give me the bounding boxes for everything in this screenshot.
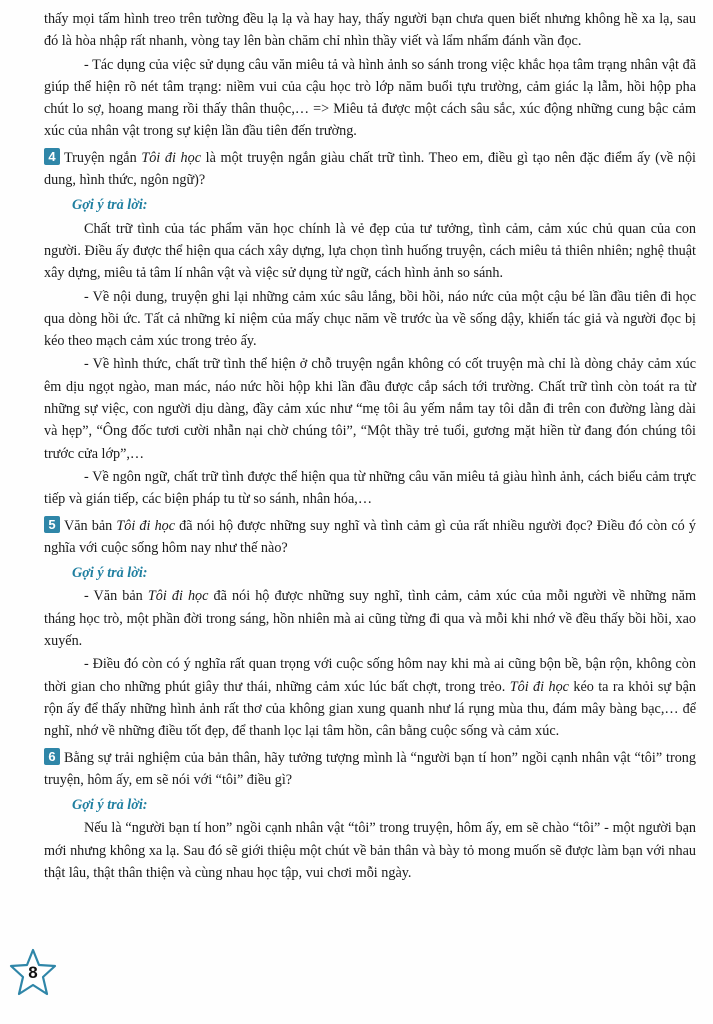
question-text: Văn bản [64, 517, 117, 534]
answer-paragraph: - Về ngôn ngữ, chất trữ tình được thể hiện qua từ những câu văn miêu tả giàu hình ảnh, cách biểu cảm trực tiếp và gián tiếp, các biện pháp tu từ so sánh, nhân hóa,… [44, 468, 696, 508]
work-title: Tôi đi học [141, 149, 202, 166]
paragraph-effect: - Tác dụng của việc sử dụng câu văn miêu tả và hình ảnh so sánh trong việc khắc họa tâm trạng nhân vật đã giúp thể hiện rõ nét tâm trạng: niềm vui của cậu học trò lớp năm buổi tựu trường, cảm giác lạ lẫm, hồi hộp pha chút lo sợ, hoang mang rồi thấy thân thuộc,… => Miêu tả được một cách sâu sắc, xúc động những cung bậc cảm xúc của nhân vật trong sự kiện lần đầu tiên đến trường. [44, 56, 696, 140]
question-number-badge: 4 [44, 148, 60, 165]
answer-paragraph: - Về nội dung, truyện ghi lại những cảm xúc sâu lắng, bồi hồi, náo nức của một cậu bé lần đầu tiên đi học qua dòng hồi ức. Tất cả những kỉ niệm của mấy chục năm về trước ùa về sống dậy, khiến tác giả và người đọc bị kéo theo mạch cảm xúc trong trẻo ấy. [44, 288, 696, 350]
question-4 [44, 147, 696, 192]
page-content [44, 8, 696, 885]
answer-paragraph [44, 585, 696, 652]
answer-paragraph: Nếu là “người bạn tí hon” ngồi cạnh nhân vật “tôi” trong truyện, hôm ấy, em sẽ chào “tôi” - một người bạn mới nhưng không xa lạ. Sau đó sẽ giới thiệu một chút về bản thân và bày tỏ mong muốn sẽ được làm bạn với nhau thật lâu, thật thân thiện và cùng nhau học tập, vui chơi mỗi ngày. [44, 820, 696, 881]
hint-heading: Gợi ý trả lời: [72, 197, 148, 214]
answer-text: - Điều đó còn có ý nghĩa rất quan trọng với cuộc sống hôm nay khi mà ai cũng bộn bề, bận rộn, không còn thời gian cho những phút giây thư thái, những cảm xúc lúc bất chợt, trong trẻo. [44, 656, 696, 695]
answer-paragraph: - Về hình thức, chất trữ tình thể hiện ở chỗ truyện ngắn không có cốt truyện mà chỉ là dòng chảy cảm xúc êm dịu ngọt ngào, man mác, náo nức hồi hộp khi lần đầu được cắp sách tới trường. Chất trữ tình còn toát ra từ những sự việc, con người dịu dàng, đầy cảm xúc như “mẹ tôi âu yếm nắm tay tôi dẫn đi trên con đường làng dài và hẹp”, “Ông đốc tươi cười nhẫn nại chờ chúng tôi”, “Một thầy trẻ tuổi, gương mặt hiền từ đang đón chúng tôi trước cửa lớp”,… [44, 356, 696, 462]
question-text: Bằng sự trải nghiệm của bản thân, hãy tưởng tượng mình là “người bạn tí hon” ngồi cạnh nhân vật “tôi” trong truyện, hôm ấy, em sẽ nói với “tôi” điều gì? [44, 749, 696, 788]
question-6 [44, 747, 696, 792]
question-text: Truyện ngắn [64, 149, 142, 166]
question-number-badge: 6 [44, 748, 60, 765]
hint-heading: Gợi ý trả lời: [72, 797, 148, 814]
question-text: đã nói hộ được những suy nghĩ và tình cảm gì của rất nhiều người đọc? Điều đó còn có ý nghĩa với cuộc sống hôm nay như thế nào? [44, 517, 696, 556]
work-title: Tôi đi học [509, 678, 569, 695]
paragraph-continuation: thấy mọi tấm hình treo trên tường đều lạ lạ và hay hay, thấy người bạn chưa quen biết nhưng không hề xa lạ, sau đó là hòa nhập rất nhanh, vòng tay lên bàn chăm chỉ nhìn thầy viết và lẩm nhẩm đánh vần đọc. [44, 11, 696, 50]
question-number-badge: 5 [44, 516, 60, 533]
work-title: Tôi đi học [147, 588, 209, 605]
question-5 [44, 515, 696, 560]
work-title: Tôi đi học [116, 517, 176, 534]
question-text: là một truyện ngắn giàu chất trữ tình. Theo em, điều gì tạo nên đặc điểm ấy (về nội dung, hình thức, ngôn ngữ)? [44, 149, 696, 189]
answer-paragraph [44, 653, 696, 742]
page-number: 8 [28, 963, 38, 982]
answer-text: đã nói hộ được những suy nghĩ, tình cảm, cảm xúc của mỗi người về những năm tháng học trò, một phần đời trong sáng, hồn nhiên mà ai cũng từng đi qua và mỗi khi nhớ về đều thấy bồi hồi, xao xuyến. [44, 588, 696, 650]
answer-text: - Văn bản [84, 588, 148, 605]
hint-heading: Gợi ý trả lời: [72, 565, 148, 582]
answer-text: kéo ta ra khỏi sự bận rộn ấy để thấy những hình ảnh rất thơ của không gian xung quanh như lá rụng mùa thu, đám mây bàng bạc,… để nghĩ, nhớ về những điều tốt đẹp, để thanh lọc lại tâm hồn, cân bằng cuộc sống và cảm xúc. [44, 678, 696, 740]
answer-paragraph: Chất trữ tình của tác phẩm văn học chính là vẻ đẹp của tư tưởng, tình cảm, cảm xúc chủ quan của con người. Điều ấy được thể hiện qua cách xây dựng, lựa chọn tình huống truyện, cách miêu tả thiên nhiên; nghệ thuật xây dựng, miêu tả tâm lí nhân vật và việc sử dụng từ ngữ, cách hình ảnh so sánh. [44, 220, 696, 282]
